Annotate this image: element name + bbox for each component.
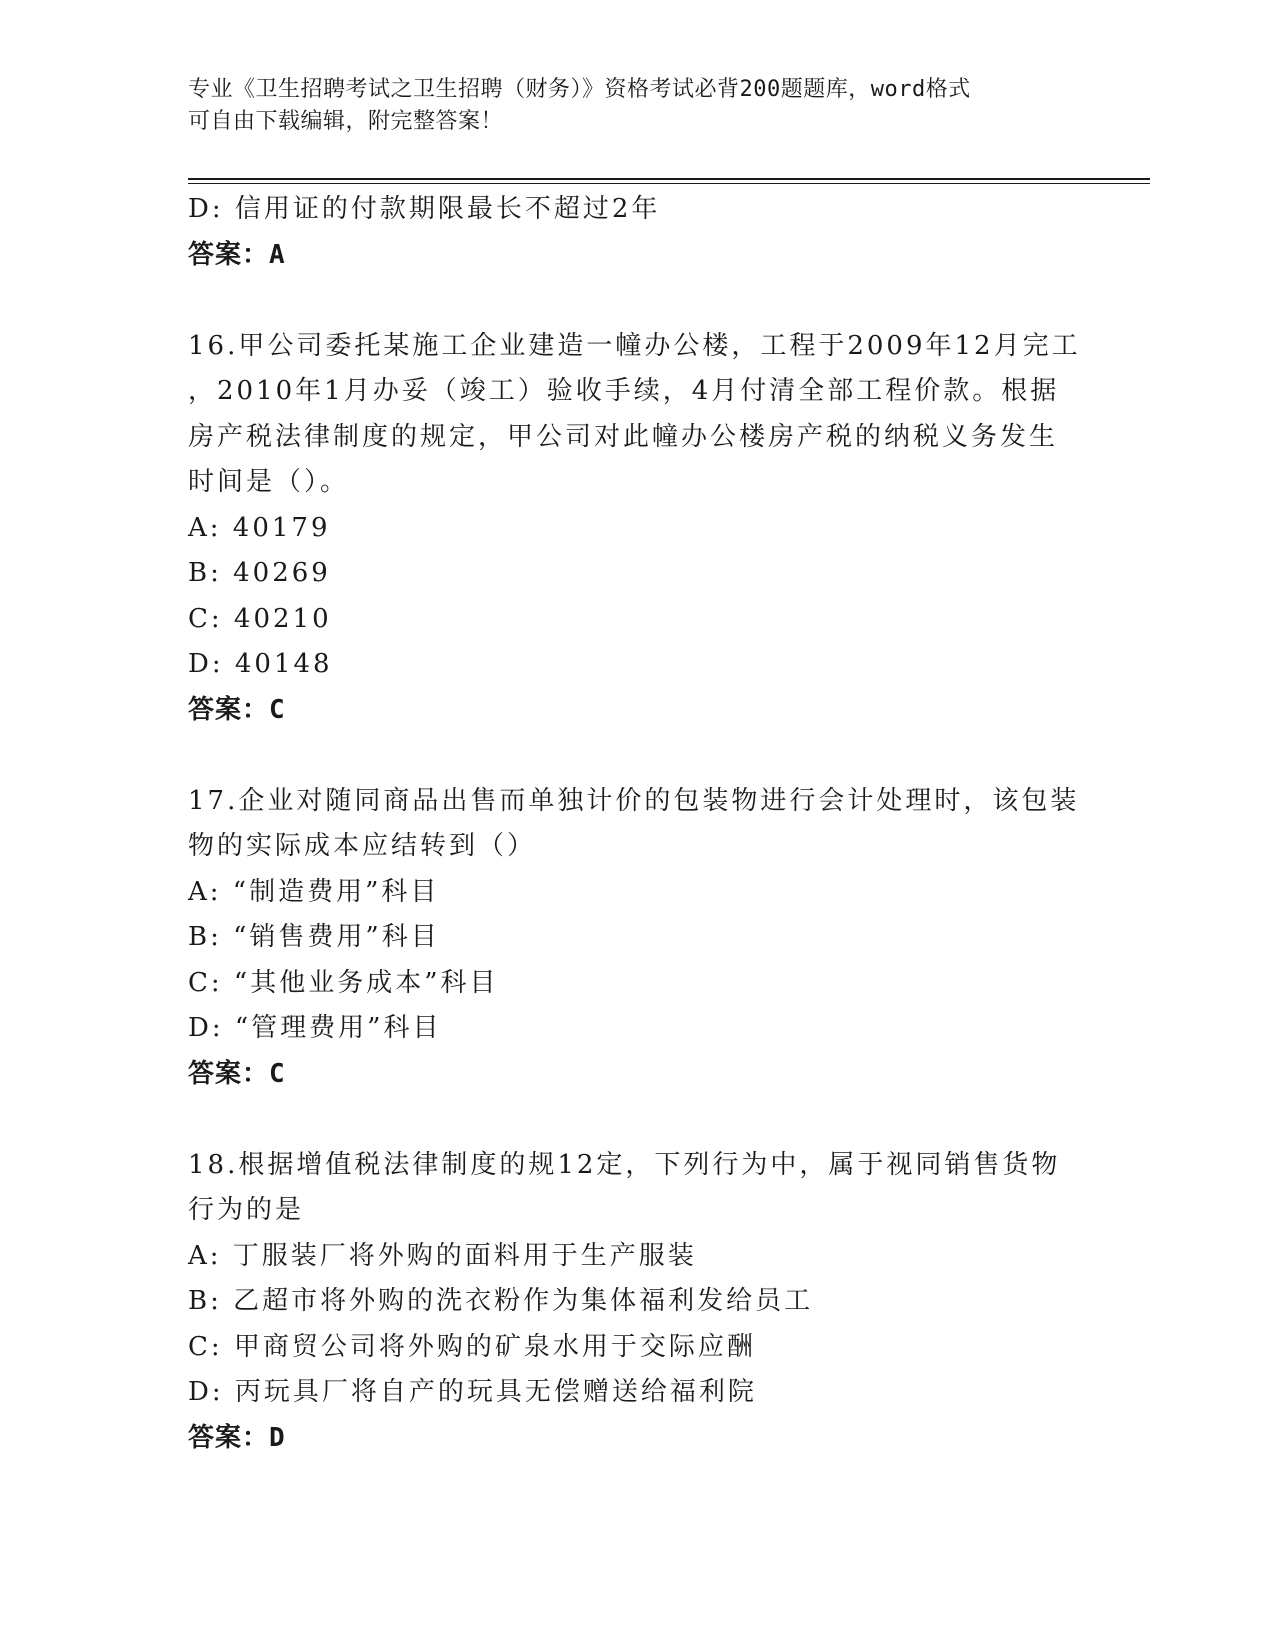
- spacer: [188, 733, 1088, 779]
- option-c: C: 甲商贸公司将外购的矿泉水用于交际应酬: [188, 1331, 756, 1362]
- option-c: C: “其他业务成本”科目: [188, 967, 499, 998]
- question-stem-line: 16.甲公司委托某施工企业建造一幢办公楼，工程于2009年12月完工: [188, 330, 1081, 361]
- question-stem-line: 17.企业对随同商品出售而单独计价的包装物进行会计处理时，该包装: [188, 785, 1080, 816]
- question-stem-line: ，2010年1月办妥（竣工）验收手续，4月付清全部工程价款。根据: [188, 376, 1060, 406]
- question-stem-line: 时间是（）。: [188, 467, 350, 497]
- question-stem-line: 房产税法律制度的规定，甲公司对此幢办公楼房产税的纳税义务发生: [188, 421, 1059, 452]
- question-18: [188, 1143, 1088, 1462]
- document-header: [188, 74, 1068, 138]
- option-d: D: “管理费用”科目: [188, 1013, 442, 1043]
- question-stem-line: 物的实际成本应结转到（）: [188, 831, 537, 861]
- header-divider-thick: [188, 178, 1150, 180]
- answer-line: 答案：C: [188, 694, 286, 725]
- previous-question-tail: [188, 187, 1088, 278]
- option-d: D: 信用证的付款期限最长不超过2年: [188, 194, 661, 224]
- option-c: C: 40210: [188, 603, 332, 634]
- header-divider-thin: [188, 183, 1150, 184]
- question-stem-line: 行为的是: [188, 1195, 305, 1225]
- answer-line: 答案：C: [188, 1058, 286, 1089]
- question-16: [188, 324, 1088, 734]
- option-a: A: 丁服装厂将外购的面料用于生产服装: [188, 1240, 697, 1271]
- option-a: A: “制造费用”科目: [188, 876, 440, 907]
- header-line-2: 可自由下载编辑，附完整答案！: [188, 109, 504, 134]
- question-17: [188, 779, 1088, 1098]
- header-line-1: 专业《卫生招聘考试之卫生招聘（财务）》资格考试必背200题题库，word格式: [188, 77, 971, 102]
- option-b: B: “销售费用”科目: [188, 922, 440, 952]
- answer-line: 答案：D: [188, 1422, 286, 1453]
- option-a: A: 40179: [188, 512, 331, 543]
- option-d: D: 丙玩具厂将自产的玩具无偿赠送给福利院: [188, 1377, 757, 1407]
- spacer: [188, 278, 1088, 324]
- question-stem-line: 18.根据增值税法律制度的规12定，下列行为中，属于视同销售货物: [188, 1149, 1061, 1180]
- option-b: B: 乙超市将外购的洗衣粉作为集体福利发给员工: [188, 1286, 814, 1316]
- answer-line: 答案：A: [188, 239, 286, 270]
- option-b: B: 40269: [188, 558, 331, 588]
- question-content: [188, 187, 1088, 1461]
- spacer: [188, 1097, 1088, 1143]
- option-d: D: 40148: [188, 649, 333, 679]
